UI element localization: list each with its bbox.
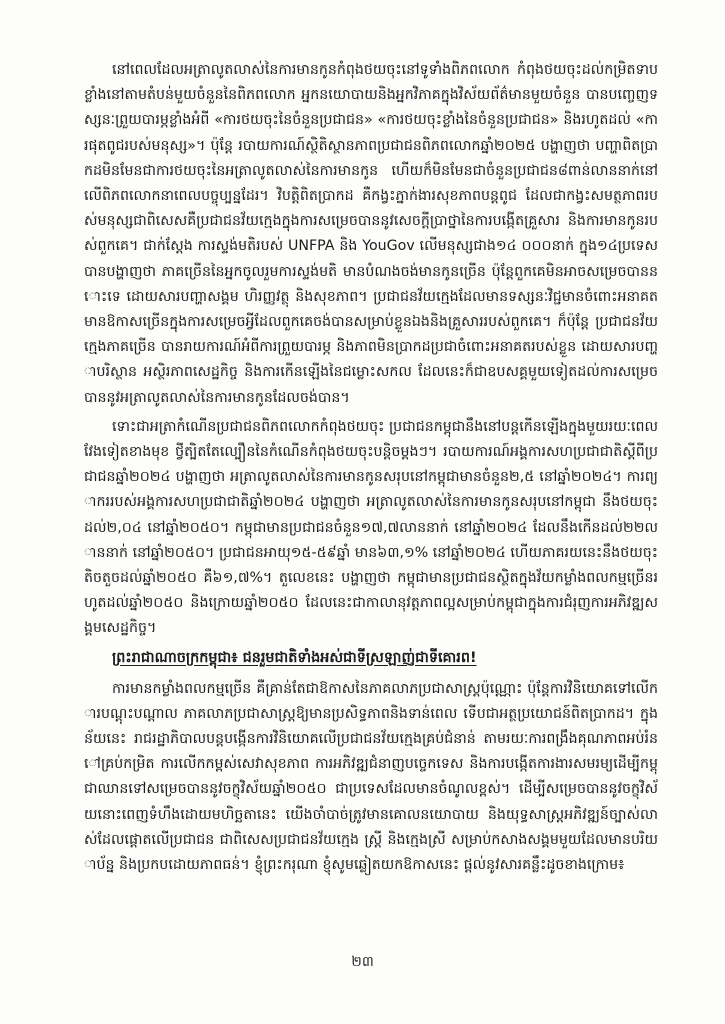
section-heading: ព្រះរាជាណាចក្រកម្ពុជា៖ ជនរួមជាតិទាំងអស់ជាទីស្រឡាញ់ជាទីគោរព! <box>112 649 477 666</box>
paragraph-3: ការមានកម្លាំងពលកម្មច្រើន គឺគ្រាន់តែជាឱកាសនៃភាគលាភប្រជាសាស្ត្រប៉ុណ្ណោះ ប៉ុន្តែការវិនិយោគទៅលើការបណ្តុះបណ្តាល ភាគលាភប្រជាសាស្ត្រឱ្យមានប្រសិទ្ធភាពនិងទាន់ពេល ទើបជាអត្ថប្រយោជន៍ពិតប្រាកដ។ ក្នុងន័យនេះ រាជរដ្ឋាភិបាលបន្តបង្កើនការវិនិយោគលើប្រជាជនវ័យក្មេងគ្រប់ជំនាន់ តាមរយៈការពង្រឹងគុណភាពអប់រំនៅគ្រប់កម្រិត ការលើកកម្ពស់សេវាសុខភាព ការអភិវឌ្ឍជំនាញបច្ចេកទេស និងការបង្កើតការងារសមរម្យដើម្បីកម្ពុជាឈានទៅសម្រេចបាននូវចក្ខុវិស័យឆ្នាំ២០៥០ ជាប្រទេសដែលមានចំណូលខ្ពស់។ ដើម្បីសម្រេចបាននូវចក្ខុវិស័យនោះពេញទំហឹងដោយមហិច្ឆតានេះ យើងចាំបាច់ត្រូវមានគោលនយោបាយ និងយុទ្ធសាស្ត្រអភិវឌ្ឍន៍ច្បាស់លាស់ដែលផ្តោតលើប្រជាជន ជាពិសេសប្រជាជនវ័យក្មេង ស្ត្រី និងក្មេងស្រី សម្រាប់កសាងសង្គមមួយដែលមានបរិយាប័ន្ន និងប្រកបដោយភាពធន់។ ខ្ញុំព្រះករុណា ខ្ញុំសូមឆ្លៀតយកឱកាសនេះ ផ្តល់នូវសារគន្លឹះដូចខាងក្រោម៖ <box>84 680 658 874</box>
document-body <box>84 58 658 882</box>
paragraph-2: ទោះជាអត្រាកំណើនប្រជាជនពិភពលោកកំពុងថយចុះ ប្រជាជនកម្ពុជានឹងនៅបន្តកើនឡើងក្នុងមួយរយៈពេលវែងទៀតខាងមុខ ថ្វីត្បិតតែល្បឿននៃកំណើនកំពុងថយចុះបន្តិចម្តងៗ។ របាយការណ៍អង្គការសហប្រជាជាតិស្តីពីប្រជាជនឆ្នាំ២០២៤ បង្ហាញថា អត្រាលូតលាស់នៃការមានកូនសរុបនៅកម្ពុជាមានចំនួន២,៥ នៅឆ្នាំ២០២៤។ ការព្យាកររបស់អង្គការសហប្រជាជាតិឆ្នាំ២០២៤ បង្ហាញថា អត្រាលូតលាស់នៃការមានកូនសរុបនៅកម្ពុជា នឹងថយចុះដល់២,០៤ នៅឆ្នាំ២០៥០។ កម្ពុជាមានប្រជាជនចំនួន១៧,៧លាននាក់ នៅឆ្នាំ២០២៤ ដែលនឹងកើនដល់២២លាននាក់ នៅឆ្នាំ២០៥០។ ប្រជាជនអាយុ១៥-៥៩ឆ្នាំ មាន៦៣,១% នៅឆ្នាំ២០២៤ ហើយភាគរយនេះនឹងថយចុះតិចតួចដល់ឆ្នាំ២០៥០ គឺ៦១,៧%។ តួលេខនេះ បង្ហាញថា កម្ពុជាមានប្រជាជនស្ថិតក្នុងវ័យកម្លាំងពលកម្មច្រើនរហូតដល់ឆ្នាំ២០៥០ និងក្រោយឆ្នាំ២០៥០ ដែលនេះជាកាលានុវត្តភាពល្អសម្រាប់កម្ពុជាក្នុងការជំរុញការអភិវឌ្ឍសង្គមសេដ្ឋកិច្ច។ <box>84 418 658 637</box>
page-number: ២៣ <box>351 954 374 970</box>
paragraph-1: នៅពេលដែលអត្រាលូតលាស់នៃការមានកូនកំពុងថយចុះនៅទូទាំងពិភពលោក កំពុងថយចុះដល់កម្រិតទាបខ្លាំងនៅតាមតំបន់មួយចំនួននៃពិភពលោក អ្នកនយោបាយនិងអ្នកវិភាគក្នុងវិស័យព័ត៌មានមួយចំនួន បានបញ្ចេញទស្សនៈព្រួយបារម្ភខ្លាំងអំពី «ការថយចុះនៃចំនួនប្រជាជន» «ការថយចុះខ្លាំងនៃចំនួនប្រជាជន» និងរហូតដល់ «ការផុតពូជរបស់មនុស្ស»។ ប៉ុន្តែ របាយការណ៍ស្ថិតិស្ថានភាពប្រជាជនពិភពលោកឆ្នាំ២០២៥ បង្ហាញថា បញ្ហាពិតប្រាកដមិនមែនជាការថយចុះនៃអត្រាលូតលាស់នៃការមានកូន ហើយក៏មិនមែនជាចំនួនប្រជាជន៨ពាន់លាននាក់នៅលើពិភពលោកនាពេលបច្ចុប្បន្នដែរ។ វិបត្តិពិតប្រាកដ គឺកង្វះភ្នាក់ងារសុខភាពបន្តពូជ ដែលជាកង្វះសមត្ថភាពរបស់មនុស្សជាពិសេសគឺប្រជាជនវ័យក្មេងក្នុងការសម្រេចបាននូវសេចក្តីប្រាថ្នានៃការបង្កើតគ្រួសារ និងការមានកូនរបស់ពួកគេ។ ជាក់ស្តែង ការស្ទង់មតិរបស់ UNFPA និង YouGov លើមនុស្សជាង១៤ ០០០នាក់ ក្នុង១៤ប្រទេស បានបង្ហាញថា ភាគច្រើននៃអ្នកចូលរួមការស្ទង់មតិ មានបំណងចង់មានកូនច្រើន ប៉ុន្តែពួកគេមិនអាចសម្រេចបាននោះទេ ដោយសារបញ្ហាសង្គម ហិរញ្ញវត្ថុ និងសុខភាព។ ប្រជាជនវ័យក្មេងដែលមានទស្សនៈវិជ្ជមានចំពោះអនាគត មានឱកាសច្រើនក្នុងការសម្រេចអ្វីដែលពួកគេចង់បានសម្រាប់ខ្លួនឯងនិងគ្រួសាររបស់ពួកគេ។ ក៏ប៉ុន្តែ ប្រជាជនវ័យក្មេងភាគច្រើន បានរាយការណ៍អំពីការព្រួយបារម្ភ និងភាពមិនប្រាកដប្រជាចំពោះអនាគតរបស់ខ្លួន ដោយសារបញ្ហាបរិស្ថាន អស្ថិរភាពសេដ្ឋកិច្ច និងការកើនឡើងនៃជម្លោះសកល ដែលនេះក៏ជាឧបសគ្គមួយទៀតដល់ការសម្រេចបាននូវអត្រាលូតលាស់នៃការមានកូនដែលចង់បាន។ <box>84 62 658 406</box>
